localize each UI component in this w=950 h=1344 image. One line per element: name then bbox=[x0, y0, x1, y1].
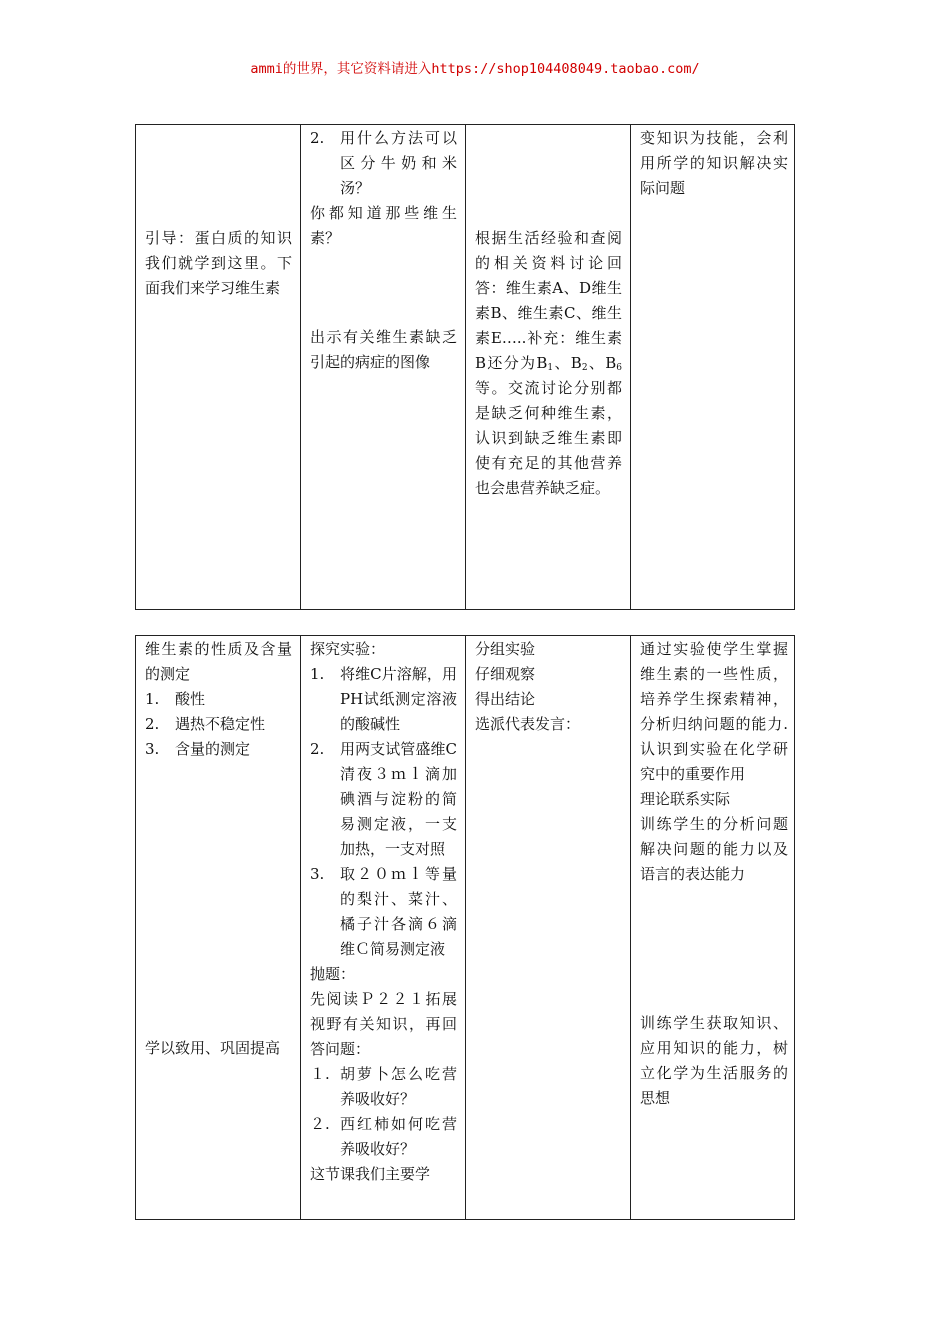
t1-teacher-cell bbox=[301, 125, 466, 609]
t2-experiment-step: 1. 将维C片溶解，用PH试纸测定溶液的酸碱性 bbox=[310, 665, 457, 733]
lesson-table-1 bbox=[135, 124, 795, 610]
t1-vitamin-question: 你都知道那些维生素？ bbox=[310, 204, 457, 247]
t2-summary-start: 这节课我们主要学 bbox=[310, 1165, 431, 1183]
t1-guide-text: 引导：蛋白质的知识我们就学到这里。下面我们来学习维生素 bbox=[145, 229, 292, 297]
t1-activity-cell bbox=[136, 125, 301, 609]
t1-question-item bbox=[310, 126, 457, 201]
t2-student-activity: 得出结论 bbox=[475, 690, 536, 708]
t2-question: １. 胡萝卜怎么吃营养吸收好？ bbox=[310, 1065, 457, 1108]
t2-topic-title: 维生素的性质及含量的测定 bbox=[145, 640, 292, 683]
t2-read-instruction: 先阅读Ｐ２２１拓展视野有关知识，再回答问题： bbox=[310, 990, 457, 1058]
t1-q-num: 2. bbox=[310, 129, 325, 147]
t1-show-images: 出示有关维生素缺乏引起的病症的图像 bbox=[310, 328, 457, 371]
t2-intent-cell bbox=[631, 636, 796, 1219]
t2-apply-text: 学以致用、巩固提高 bbox=[145, 1039, 281, 1057]
t2-topic-item: 2. 遇热不稳定性 bbox=[145, 715, 266, 733]
t2-student-activity: 分组实验 bbox=[475, 640, 536, 658]
t2-throw-question: 抛题： bbox=[310, 965, 356, 983]
t1-q-text: 用什么方法可以区分牛奶和米汤？ bbox=[340, 129, 457, 197]
t1-intent-text: 变知识为技能，会利用所学的知识解决实际问题 bbox=[640, 129, 788, 197]
t2-experiment-step: 2. 用两支试管盛维C清夜３ｍｌ滴加碘酒与淀粉的简易测定液，一支加热，一支对照 bbox=[310, 740, 457, 858]
t2-question: ２. 西红柿如何吃营养吸收好？ bbox=[310, 1115, 457, 1158]
t2-topic-item: 1. 酸性 bbox=[145, 690, 206, 708]
t2-student-activity: 仔细观察 bbox=[475, 665, 536, 683]
t2-experiment-title: 探究实验： bbox=[310, 640, 386, 658]
t1-intent-cell bbox=[631, 125, 796, 609]
header-prefix: ammi bbox=[250, 61, 283, 77]
t2-intent-c: 训练学生的分析问题解决问题的能力以及语言的表达能力 bbox=[640, 815, 788, 883]
t1-student-cell bbox=[466, 125, 631, 609]
header-url[interactable]: https://shop104408049.taobao.com/ bbox=[431, 61, 700, 77]
header-text: 的世界，其它资料请进入 bbox=[282, 61, 432, 77]
t2-intent-d: 训练学生获取知识、应用知识的能力，树立化学为生活服务的思想 bbox=[640, 1014, 788, 1107]
t2-student-activity: 选派代表发言： bbox=[475, 715, 581, 733]
t2-activity-cell bbox=[136, 636, 301, 1219]
t2-teacher-cell bbox=[301, 636, 466, 1219]
t2-intent-a: 通过实验使学生掌握维生素的一些性质，培养学生探索精神，分析归纳问题的能力.认识到实验在化学研究中的重要作用 bbox=[640, 640, 788, 783]
t2-student-cell bbox=[466, 636, 631, 1219]
t2-intent-b: 理论联系实际 bbox=[640, 790, 731, 808]
t1-discussion: 根据生活经验和查阅的相关资料讨论回答：维生素A、D维生素B、维生素C、维生素E…..补充：维生素B还分为$B_1$、$B_2$、$B_6$等。交流讨论分别都是缺乏何种维生素，认识到缺乏维生素即使有充足的其他营养也会患营养缺乏症。 bbox=[475, 229, 622, 497]
t2-experiment-step: 3. 取２０ｍｌ等量的梨汁、菜汁、橘子汁各滴６滴维Ｃ简易测定液 bbox=[310, 865, 457, 958]
page-header bbox=[0, 57, 950, 77]
lesson-table-2 bbox=[135, 635, 795, 1220]
t2-topic-item: 3. 含量的测定 bbox=[145, 740, 251, 758]
